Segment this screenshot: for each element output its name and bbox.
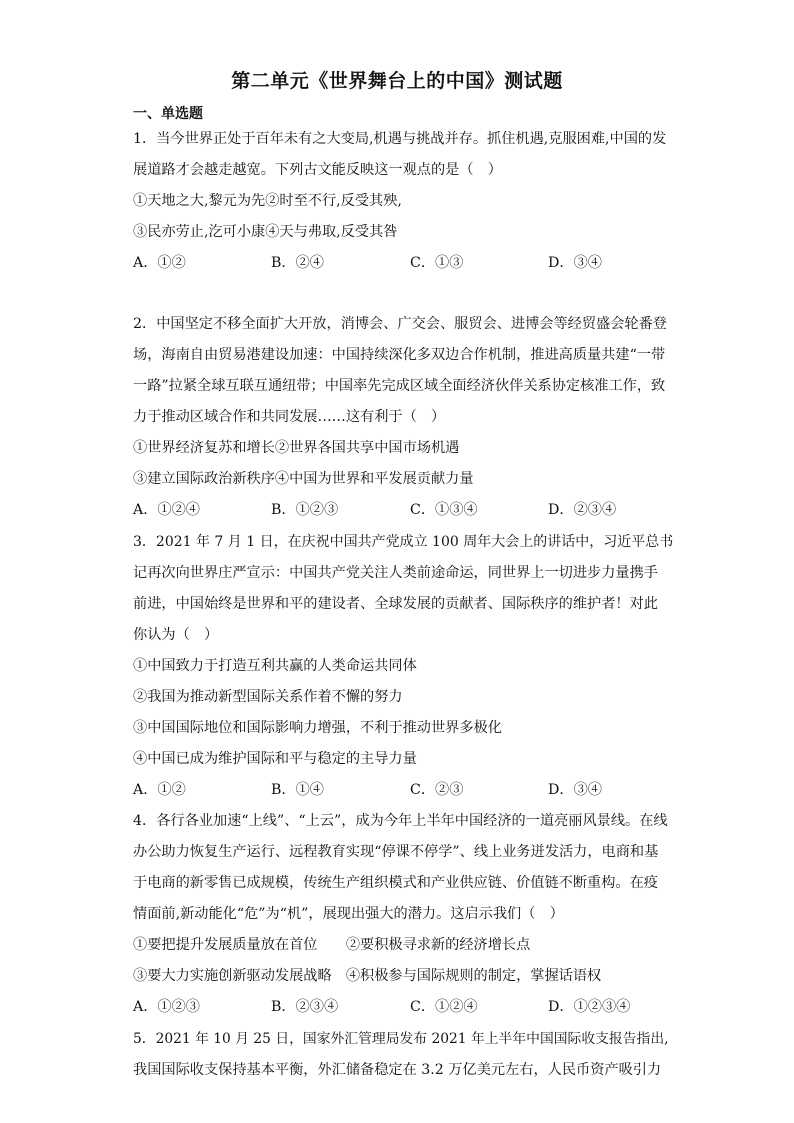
q3-option-b: B．①④ [271, 782, 324, 798]
q1-option-b: B．②④ [271, 255, 324, 271]
q2-option-b: B．①②③ [271, 502, 339, 518]
q4-line-2: 办公助力恢复生产运行、远程教育实现“停课不停学”、线上业务迸发活力，电商和基 [133, 844, 659, 860]
q4-option-a: A．①②③ [133, 999, 200, 1015]
q1-option-a: A．①② [133, 255, 186, 271]
q1-statement-1: ①天地之大,黎元为先②时至不行,反受其殃, [133, 193, 402, 209]
q2-line-3: 一路”拉紧全球互联互通纽带；中国率先完成区域全面经济伙伴关系协定核准工作，致 [133, 378, 666, 394]
page-title: 第二单元《世界舞台上的中国》测试题 [231, 70, 563, 92]
q3-statement-4: ④中国已成为维护国际和平与稳定的主导力量 [133, 751, 417, 767]
q3-line-1: 3．2021 年 7 月 1 日，在庆祝中国共产党成立 100 周年大会上的讲话中，习近平总书 [133, 534, 674, 550]
q3-statement-1: ①中国致力于打造互利共赢的人类命运共同体 [133, 658, 417, 674]
q5-line-2: 我国国际收支保持基本平衡，外汇储备稳定在 3.2 万亿美元左右，人民币资产吸引力 [133, 1062, 662, 1078]
q4-statement-1: ①要把提升发展质量放在首位 ②要积极寻求新的经济增长点 [133, 937, 531, 953]
q5-line-1: 5．2021 年 10 月 25 日，国家外汇管理局发布 2021 年上半年中国国际收支报告指出, [133, 1031, 669, 1047]
q2-statement-2: ③建立国际政治新秩序④中国为世界和平发展贡献力量 [133, 471, 474, 487]
q2-line-2: 场，海南自由贸易港建设加速：中国持续深化多双边合作机制，推进高质量共建“一带 [133, 347, 666, 363]
q3-line-4: 你认为（ ） [133, 627, 219, 643]
q3-line-3: 前进，中国始终是世界和平的建设者、全球发展的贡献者、国际秩序的维护者！对此 [133, 596, 658, 612]
q3-line-2: 记再次向世界庄严宣示：中国共产党关注人类前途命运，同世界上一切进步力量携手 [133, 565, 658, 581]
q4-option-c: C．①②④ [410, 999, 478, 1015]
q2-line-4: 力于推动区域合作和共同发展……这有利于（ ） [133, 409, 446, 425]
q4-statement-2: ③要大力实施创新驱动发展战略 ④积极参与国际规则的制定，掌握话语权 [133, 968, 602, 984]
q4-line-3: 于电商的新零售已成规模，传统生产组织模式和产业供应链、价值链不断重构。在疫 [133, 875, 658, 891]
q4-line-4: 情面前,新动能化“危”为“机”，展现出强大的潜力。这启示我们（ ） [133, 906, 564, 922]
section-heading: 一、单选题 [133, 106, 203, 122]
q2-statement-1: ①世界经济复苏和增长②世界各国共享中国市场机遇 [133, 440, 460, 456]
q3-statement-2: ②我国为推动新型国际关系作着不懈的努力 [133, 689, 403, 705]
q1-statement-2: ③民亦劳止,汔可小康④天与弗取,反受其咎 [133, 224, 398, 240]
q2-option-d: D．②③④ [548, 502, 617, 518]
q2-option-c: C．①③④ [410, 502, 478, 518]
q2-line-1: 2．中国坚定不移全面扩大开放，消博会、广交会、服贸会、进博会等经贸盛会轮番登 [133, 316, 667, 332]
q1-line-1: 1．当今世界正处于百年未有之大变局,机遇与挑战并存。抓住机遇,克服困难,中国的发 [133, 131, 667, 147]
q2-option-a: A．①②④ [133, 502, 200, 518]
q3-statement-3: ③中国国际地位和国际影响力增强，不利于推动世界多极化 [133, 720, 502, 736]
q1-line-2: 展道路才会越走越宽。下列古文能反映这一观点的是（ ） [133, 162, 502, 178]
q3-option-d: D．③④ [548, 782, 602, 798]
q4-line-1: 4．各行各业加速“上线”、“上云”，成为今年上半年中国经济的一道亮丽风景线。在线 [133, 813, 668, 829]
q1-option-c: C．①③ [410, 255, 464, 271]
q4-option-b: B．②③④ [271, 999, 339, 1015]
q3-option-c: C．②③ [410, 782, 464, 798]
q1-option-d: D．③④ [548, 255, 602, 271]
q3-option-a: A．①② [133, 782, 186, 798]
q4-option-d: D．①②③④ [548, 999, 631, 1015]
